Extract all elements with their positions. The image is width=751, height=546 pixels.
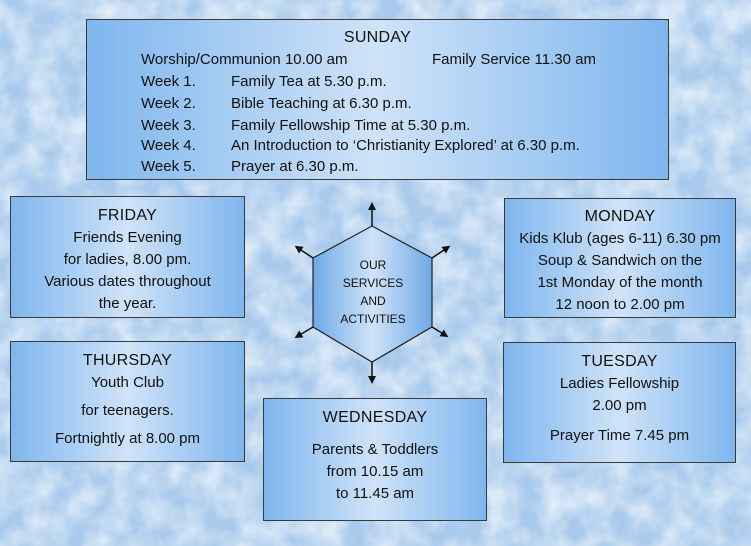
monday-line-3: 1st Monday of the month <box>537 274 703 291</box>
arrow-lower-left-icon <box>298 327 313 336</box>
friday-line-2: for ladies, 8.00 pm. <box>63 251 192 268</box>
sunday-week-5-label: Week 5. <box>141 158 196 175</box>
sunday-week-2-event: Bible Teaching at 6.30 p.m. <box>231 95 412 112</box>
friday-line-1: Friends Evening <box>73 229 182 246</box>
sunday-week-4-event: An Introduction to ‘Christianity Explored’ at 6.30 p.m. <box>231 137 580 154</box>
sunday-week-1-label: Week 1. <box>141 73 196 90</box>
tuesday-line-2: 2.00 pm <box>592 397 647 414</box>
wednesday-line-2: from 10.15 am <box>326 463 424 480</box>
hub-line-2: SERVICES <box>342 276 404 290</box>
sunday-week-2-label: Week 2. <box>141 95 196 112</box>
monday-box <box>504 198 736 318</box>
arrow-lower-right-icon <box>432 327 445 335</box>
sunday-week-1-event: Family Tea at 5.30 p.m. <box>231 73 387 90</box>
wednesday-box <box>263 398 487 521</box>
monday-line-4: 12 noon to 2.00 pm <box>555 296 685 313</box>
monday-line-1: Kids Klub (ages 6-11) 6.30 pm <box>519 230 721 247</box>
thursday-title: THURSDAY <box>82 352 173 369</box>
sunday-family-service: Family Service 11.30 am <box>432 51 596 68</box>
arrow-upper-left-icon <box>298 248 313 258</box>
sunday-worship: Worship/Communion 10.00 am <box>141 51 348 68</box>
wednesday-title: WEDNESDAY <box>322 409 428 426</box>
wednesday-line-3: to 11.45 am <box>335 485 415 502</box>
friday-box <box>10 196 245 318</box>
monday-title: MONDAY <box>584 208 656 225</box>
sunday-week-5-event: Prayer at 6.30 p.m. <box>231 158 359 175</box>
hub-line-4: ACTIVITIES <box>340 312 406 326</box>
thursday-box <box>10 341 245 462</box>
sunday-title: SUNDAY <box>343 29 412 46</box>
tuesday-title: TUESDAY <box>581 353 658 370</box>
arrow-upper-right-icon <box>432 248 447 258</box>
hub-line-3: AND <box>360 294 386 308</box>
sunday-box <box>86 19 669 180</box>
thursday-line-3: Fortnightly at 8.00 pm <box>54 430 201 447</box>
wednesday-line-1: Parents & Toddlers <box>311 441 439 458</box>
sunday-week-3-event: Family Fellowship Time at 5.30 p.m. <box>231 117 471 134</box>
tuesday-line-3: Prayer Time 7.45 pm <box>549 427 690 444</box>
tuesday-box <box>503 342 736 463</box>
friday-line-4: the year. <box>98 295 157 312</box>
tuesday-line-1: Ladies Fellowship <box>559 375 680 392</box>
thursday-line-2: for teenagers. <box>81 402 174 419</box>
sunday-week-3-label: Week 3. <box>141 117 196 134</box>
friday-line-3: Various dates throughout <box>44 273 211 290</box>
thursday-line-1: Youth Club <box>91 374 164 391</box>
hub-label <box>318 256 428 328</box>
sunday-week-4-label: Week 4. <box>141 137 196 154</box>
monday-line-2: Soup & Sandwich on the <box>537 252 703 269</box>
friday-title: FRIDAY <box>97 207 158 224</box>
hub-line-1: OUR <box>359 258 387 272</box>
